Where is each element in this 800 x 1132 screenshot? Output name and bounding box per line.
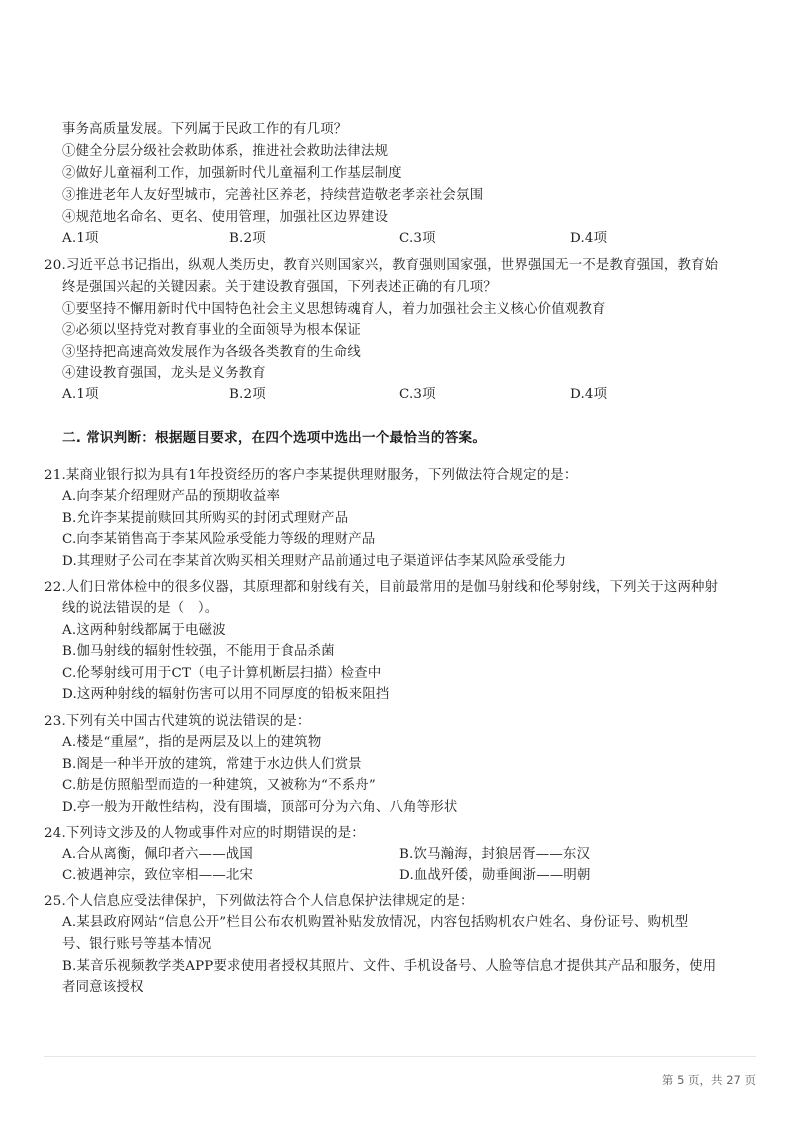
q23-option-a: A.楼是“重屋”，指的是两层及以上的建筑物 [62, 735, 322, 750]
q20-item-1: ①要坚持不懈用新时代中国特色社会主义思想铸魂育人，着力加强社会主义核心价值观教育 [62, 302, 606, 317]
q21-option-c: C.向李某销售高于李某风险承受能力等级的理财产品 [62, 532, 376, 547]
q24-option-a: A.合从离衡，佩印者六——战国 [62, 847, 254, 862]
q20-option-a: A.1项 [62, 387, 99, 402]
q25-stem: 25.个人信息应受法律保护，下列做法符合个人信息保护法律规定的是： [44, 894, 474, 909]
q22-stem-line-2: 线的说法错误的是（ ）。 [62, 601, 219, 616]
q24-option-c: C.被遇神宗，致位宰相——北宋 [62, 868, 254, 883]
q19-stem-tail: 事务高质量发展。下列属于民政工作的有几项？ [62, 122, 348, 137]
q23-option-d: D.亭一般为开敞性结构，没有围墙，顶部可分为六角、八角等形状 [62, 800, 458, 815]
q19-option-b: B.2项 [229, 231, 266, 246]
q21-stem: 21.某商业银行拟为具有1年投资经历的客户李某提供理财服务，下列做法符合规定的是： [44, 468, 578, 483]
q23-option-c: C.舫是仿照船型而造的一种建筑，又被称为“不系舟” [62, 778, 376, 793]
q19-item-2: ②做好儿童福利工作，加强新时代儿童福利工作基层制度 [62, 166, 402, 181]
q20-option-d: D.4项 [570, 387, 608, 402]
q24-option-d: D.血战歼倭，勋垂闽浙——明朝 [399, 868, 591, 883]
q19-option-a: A.1项 [62, 231, 99, 246]
q25-option-a-line-1: A.某县政府网站“信息公开”栏目公布农机购置补贴发放情况，内容包括购机农户姓名、身份证号、购机型 [62, 915, 689, 930]
q24-stem: 24.下列诗文涉及的人物或事件对应的时期错误的是： [44, 826, 365, 841]
q20-item-2: ②必须以坚持党对教育事业的全面领导为根本保证 [62, 323, 361, 338]
q20-item-3: ③坚持把高速高效发展作为各级各类教育的生命线 [62, 345, 361, 360]
q20-stem-line-2: 终是强国兴起的关键因素。关于建设教育强国，下列表述正确的有几项？ [62, 280, 497, 295]
q22-stem-line-1: 22.人们日常体检中的很多仪器，其原理都和射线有关，目前最常用的是伽马射线和伦琴射线，下列关于这两种射 [44, 580, 719, 595]
q23-option-b: B.阁是一种半开放的建筑，常建于水边供人们赏景 [62, 757, 362, 772]
q19-item-4: ④规范地名命名、更名、使用管理，加强社区边界建设 [62, 210, 389, 225]
q20-option-c: C.3项 [399, 387, 436, 402]
q20-option-b: B.2项 [229, 387, 266, 402]
q21-option-a: A.向李某介绍理财产品的预期收益率 [62, 489, 281, 504]
q22-option-a: A.这两种射线都属于电磁波 [62, 623, 226, 638]
q24-option-b: B.饮马瀚海，封狼居胥——东汉 [399, 847, 591, 862]
q21-option-b: B.允许李某提前赎回其所购买的封闭式理财产品 [62, 511, 349, 526]
q19-item-3: ③推进老年人友好型城市，完善社区养老，持续营造敬老孝亲社会氛围 [62, 188, 484, 203]
q21-option-d: D.其理财子公司在李某首次购买相关理财产品前通过电子渠道评估李某风险承受能力 [62, 554, 567, 569]
q22-option-d: D.这两种射线的辐射伤害可以用不同厚度的铅板来阻挡 [62, 687, 390, 702]
q19-option-d: D.4项 [570, 231, 608, 246]
q20-stem-line-1: 20.习近平总书记指出，纵观人类历史，教育兴则国家兴，教育强则国家强，世界强国无一不是教育强国，教育始 [44, 258, 719, 273]
q25-option-b-line-1: B.某音乐视频教学类APP要求使用者授权其照片、文件、手机设备号、人脸等信息才提供其产品和服务，使用 [62, 959, 717, 974]
page-number: 第 5 页，共 27 页 [661, 1073, 756, 1087]
footer-divider [44, 1056, 756, 1057]
q25-option-b-line-2: 者同意该授权 [62, 980, 144, 995]
section-heading: 二. 常识判断：根据题目要求，在四个选项中选出一个最恰当的答案。 [62, 430, 487, 446]
q20-item-4: ④建设教育强国，龙头是义务教育 [62, 366, 266, 381]
q22-option-b: B.伽马射线的辐射性较强，不能用于食品杀菌 [62, 644, 335, 659]
q19-item-1: ①健全分层分级社会救助体系，推进社会救助法律法规 [62, 144, 389, 159]
q22-option-c: C.伦琴射线可用于CT（电子计算机断层扫描）检查中 [62, 666, 382, 681]
q23-stem: 23.下列有关中国古代建筑的说法错误的是： [44, 714, 311, 729]
q19-option-c: C.3项 [399, 231, 436, 246]
q25-option-a-line-2: 号、银行账号等基本情况 [62, 937, 212, 952]
